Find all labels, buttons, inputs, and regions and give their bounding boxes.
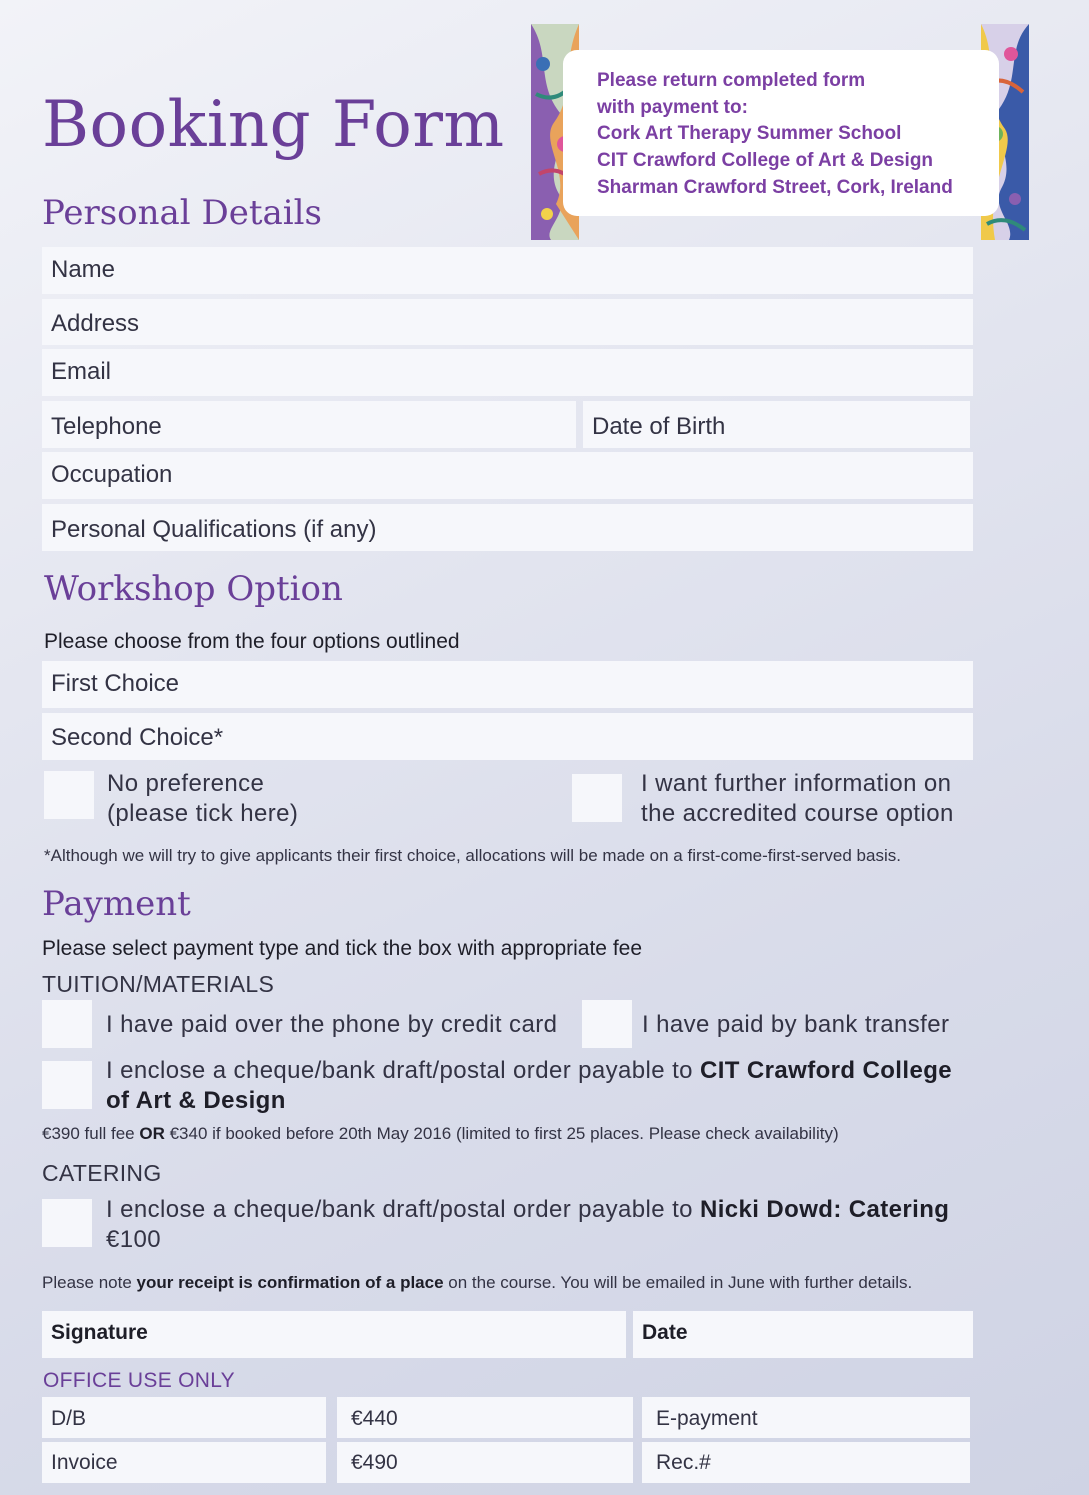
office-cell-db[interactable]: D/B <box>42 1397 326 1438</box>
receipt-text: Please note <box>42 1273 137 1292</box>
date-field[interactable]: Date <box>633 1311 973 1358</box>
receipt-note <box>42 1273 912 1293</box>
return-line: with payment to: <box>597 96 748 118</box>
office-cell-440[interactable]: €440 <box>337 1397 633 1438</box>
cheque-payee: CIT Crawford College <box>699 1057 953 1084</box>
bank-transfer-checkbox[interactable] <box>582 1000 632 1048</box>
cheque-text: I enclose a cheque/bank draft/postal order payable to <box>106 1057 700 1084</box>
workshop-heading: Workshop Option <box>44 569 343 609</box>
office-cell-epayment[interactable]: E-payment <box>642 1397 970 1438</box>
further-info-checkbox[interactable] <box>572 774 622 822</box>
date-of-birth-field[interactable]: Date of Birth <box>583 401 970 448</box>
further-info-line: the accredited course option <box>641 800 954 827</box>
cheque-payee-cont: of Art & Design <box>106 1087 286 1114</box>
catering-text: I enclose a cheque/bank draft/postal order payable to <box>106 1196 700 1223</box>
credit-card-checkbox[interactable] <box>42 1000 92 1048</box>
catering-payee: Nicki Dowd: Catering <box>699 1196 950 1223</box>
tuition-fee-note <box>42 1124 839 1144</box>
receipt-text-2: on the course. You will be emailed in June with further details. <box>443 1273 913 1292</box>
second-choice-field[interactable]: Second Choice* <box>42 713 973 760</box>
no-preference-checkbox[interactable] <box>44 771 94 819</box>
further-info-label <box>641 769 954 829</box>
return-address-box <box>531 24 1029 240</box>
qualifications-field[interactable]: Personal Qualifications (if any) <box>42 504 973 551</box>
further-info-line: I want further information on <box>641 770 952 797</box>
catering-fee: €100 <box>106 1226 161 1253</box>
first-choice-field[interactable]: First Choice <box>42 661 973 708</box>
name-field[interactable]: Name <box>42 247 973 294</box>
tuition-materials-label: TUITION/MATERIALS <box>42 971 275 997</box>
catering-checkbox[interactable] <box>42 1199 92 1247</box>
no-preference-line: (please tick here) <box>107 800 299 827</box>
cheque-label <box>106 1056 986 1116</box>
allocation-footnote: *Although we will try to give applicants their first choice, allocations will be made on a first-come-first-served basis. <box>44 846 901 865</box>
address-field[interactable]: Address <box>42 299 973 345</box>
signature-field[interactable]: Signature <box>42 1311 626 1358</box>
catering-cheque-label <box>106 1195 986 1255</box>
email-field[interactable]: Email <box>42 349 973 396</box>
workshop-instruction: Please choose from the four options outlined <box>44 630 460 653</box>
personal-details-heading: Personal Details <box>42 193 323 233</box>
occupation-field[interactable]: Occupation <box>42 452 973 499</box>
fee-text: €390 full fee <box>42 1124 140 1143</box>
catering-label: CATERING <box>42 1160 162 1186</box>
payment-instruction: Please select payment type and tick the box with appropriate fee <box>42 937 643 960</box>
telephone-field[interactable]: Telephone <box>42 401 576 448</box>
fee-or: OR <box>139 1124 165 1143</box>
no-preference-label <box>107 769 298 829</box>
return-line: CIT Crawford College of Art & Design <box>597 150 934 172</box>
return-line: Cork Art Therapy Summer School <box>597 123 902 145</box>
office-cell-490[interactable]: €490 <box>337 1442 633 1483</box>
return-line: Please return completed form <box>597 70 866 91</box>
payment-heading: Payment <box>42 884 191 924</box>
no-preference-line: No preference <box>107 770 265 797</box>
office-use-heading: OFFICE USE ONLY <box>43 1369 235 1392</box>
return-address-card <box>563 50 999 216</box>
cheque-checkbox[interactable] <box>42 1061 92 1109</box>
return-line: Sharman Crawford Street, Cork, Ireland <box>597 176 953 198</box>
office-cell-receipt-number[interactable]: Rec.# <box>642 1442 970 1483</box>
fee-text-2: €340 if booked before 20th May 2016 (limited to first 25 places. Please check availability) <box>164 1124 839 1143</box>
receipt-bold: your receipt is confirmation of a place <box>136 1273 444 1292</box>
page-title: Booking Form <box>42 88 505 162</box>
bank-transfer-label: I have paid by bank transfer <box>642 1011 950 1038</box>
office-cell-invoice[interactable]: Invoice <box>42 1442 326 1483</box>
credit-card-label: I have paid over the phone by credit card <box>106 1011 558 1038</box>
